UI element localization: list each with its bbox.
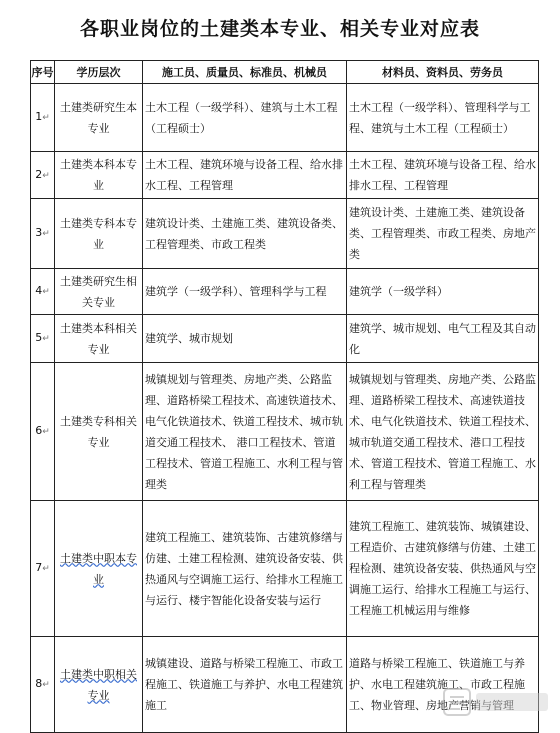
table-header-row [31, 61, 539, 84]
row-construction-majors: 土木工程、建筑环境与设备工程、给水排水工程、工程管理 [143, 152, 347, 199]
row-level: 土建类中职本专业 [55, 501, 143, 637]
major-correspondence-table [30, 60, 539, 733]
row-level: 土建类研究生相关专业 [55, 269, 143, 315]
row-level: 土建类本科相关专业 [55, 315, 143, 363]
row-construction-majors: 建筑工程施工、建筑装饰、古建筑修缮与仿建、土建工程检测、建筑设备安装、供热通风与空调施工运行、给排水工程施工与运行、楼宇智能化设备安装与运行 [143, 501, 347, 637]
row-level: 土建类本科本专业 [55, 152, 143, 199]
row-no: 1↵ [31, 84, 55, 152]
header-no: 序号 [31, 61, 55, 84]
watermark-logo-icon [442, 685, 552, 719]
row-materials-majors: 城镇规划与管理类、房地产类、公路监理、道路桥梁工程技术、高速铁道技术、电气化铁道技术、铁道工程技术、城市轨道交通工程技术、港口工程技术、管道工程技术、管道工程施工、水利工程与管理类 [347, 363, 539, 501]
row-level: 土建类中职相关专业 [55, 637, 143, 733]
header-construction-roles: 施工员、质量员、标准员、机械员 [143, 61, 347, 84]
table-row [31, 152, 539, 199]
table-row [31, 84, 539, 152]
table-row [31, 501, 539, 637]
row-materials-majors: 建筑学（一级学科） [347, 269, 539, 315]
row-construction-majors: 建筑学、城市规划 [143, 315, 347, 363]
table-row [31, 269, 539, 315]
row-materials-majors: 土木工程、建筑环境与设备工程、给水排水工程、工程管理 [347, 152, 539, 199]
row-construction-majors: 城镇建设、道路与桥梁工程施工、市政工程施工、铁道施工与养护、水电工程建筑施工 [143, 637, 347, 733]
row-materials-majors: 建筑工程施工、建筑装饰、城镇建设、工程造价、古建筑修缮与仿建、土建工程检测、建筑设备安装、供热通风与空调施工运行、给排水工程施工与运行、工程施工机械运用与维修 [347, 501, 539, 637]
row-materials-majors: 土木工程（一级学科）、管理科学与工程、建筑与土木工程（工程硕士） [347, 84, 539, 152]
row-construction-majors: 土木工程（一级学科）、建筑与土木工程（工程硕士） [143, 84, 347, 152]
table-row [31, 199, 539, 269]
row-construction-majors: 建筑学（一级学科）、管理科学与工程 [143, 269, 347, 315]
header-level: 学历层次 [55, 61, 143, 84]
table-row [31, 363, 539, 501]
row-level: 土建类专科本专业 [55, 199, 143, 269]
row-no: 7↵ [31, 501, 55, 637]
row-no: 2↵ [31, 152, 55, 199]
header-materials-roles: 材料员、资料员、劳务员 [347, 61, 539, 84]
row-construction-majors: 建筑设计类、土建施工类、建筑设备类、工程管理类、市政工程类 [143, 199, 347, 269]
row-no: 3↵ [31, 199, 55, 269]
row-level: 土建类研究生本专业 [55, 84, 143, 152]
row-materials-majors: 建筑设计类、土建施工类、建筑设备类、工程管理类、市政工程类、房地产类 [347, 199, 539, 269]
row-no: 8↵ [31, 637, 55, 733]
row-construction-majors: 城镇规划与管理类、房地产类、公路监理、道路桥梁工程技术、高速铁道技术、电气化铁道技术、铁道工程技术、城市轨道交通工程技术、 港口工程技术、管道工程技术、管道工程施工、水利工程与管理类 [143, 363, 347, 501]
row-no: 4↵ [31, 269, 55, 315]
row-level: 土建类专科相关专业 [55, 363, 143, 501]
row-materials-majors: 建筑学、城市规划、电气工程及其自动化 [347, 315, 539, 363]
row-materials-majors: 道路与桥梁工程施工、铁道施工与养护、水电工程建筑施工、市政工程施工、物业管理、房地产营销与管理 [347, 637, 539, 733]
page-title: 各职业岗位的土建类本专业、相关专业对应表 [79, 18, 480, 40]
row-no: 6↵ [31, 363, 55, 501]
table-row [31, 315, 539, 363]
row-no: 5↵ [31, 315, 55, 363]
